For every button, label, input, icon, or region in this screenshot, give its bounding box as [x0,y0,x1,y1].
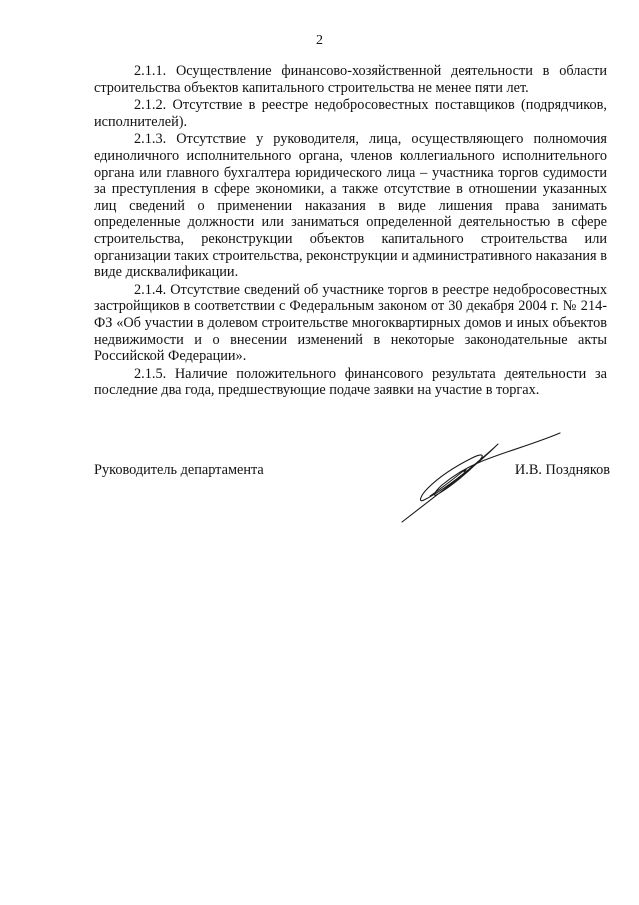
paragraph-2-1-4: 2.1.4. Отсутствие сведений об участнике торгов в реестре недобросовестных застройщиков в соответствии с Федеральным законом от 30 декабря 2004 г. № 214-ФЗ «Об участии в долевом строительстве многоквартирных домов и иных объектов недвижимости и о внесении изменений в некоторые законодательные акты Российской Федерации». [94,281,607,365]
paragraph-2-1-2: 2.1.2. Отсутствие в реестре недобросовестных поставщиков (подрядчиков, исполнителей). [94,97,607,130]
paragraph-2-1-5: 2.1.5. Наличие положительного финансового результата деятельности за последние два года, предшествующие подаче заявки на участие в торгах. [94,365,607,399]
handwritten-signature [394,430,564,530]
signer-name: И.В. Поздняков [514,462,610,478]
paragraph-2-1-3: 2.1.3. Отсутствие у руководителя, лица, осуществляющего полномочия единоличного исполнительного органа, членов коллегиального исполнительного органа или главного бухгалтера юридического лица – участника торгов судимости за преступления в сфере экономики, а также отсутствие в отношении указанных лиц сведений о применении наказания в виде лишения права занимать определенные должности или заниматься определенной деятельностью в сфере строительства, реконструкции объектов капитального строительства или организации таких строительства, реконструкции и административного наказания в виде дисквалификации. [94,131,607,281]
page-number: 2 [316,33,323,48]
signature-block [94,462,610,532]
signer-title: Руководитель департамента [94,462,264,478]
paragraph-2-1-1: 2.1.1. Осуществление финансово-хозяйственной деятельности в области строительства объектов капитального строительства не менее пяти лет. [94,63,607,96]
document-body [94,63,607,400]
signature-stroke-tail [430,469,466,496]
